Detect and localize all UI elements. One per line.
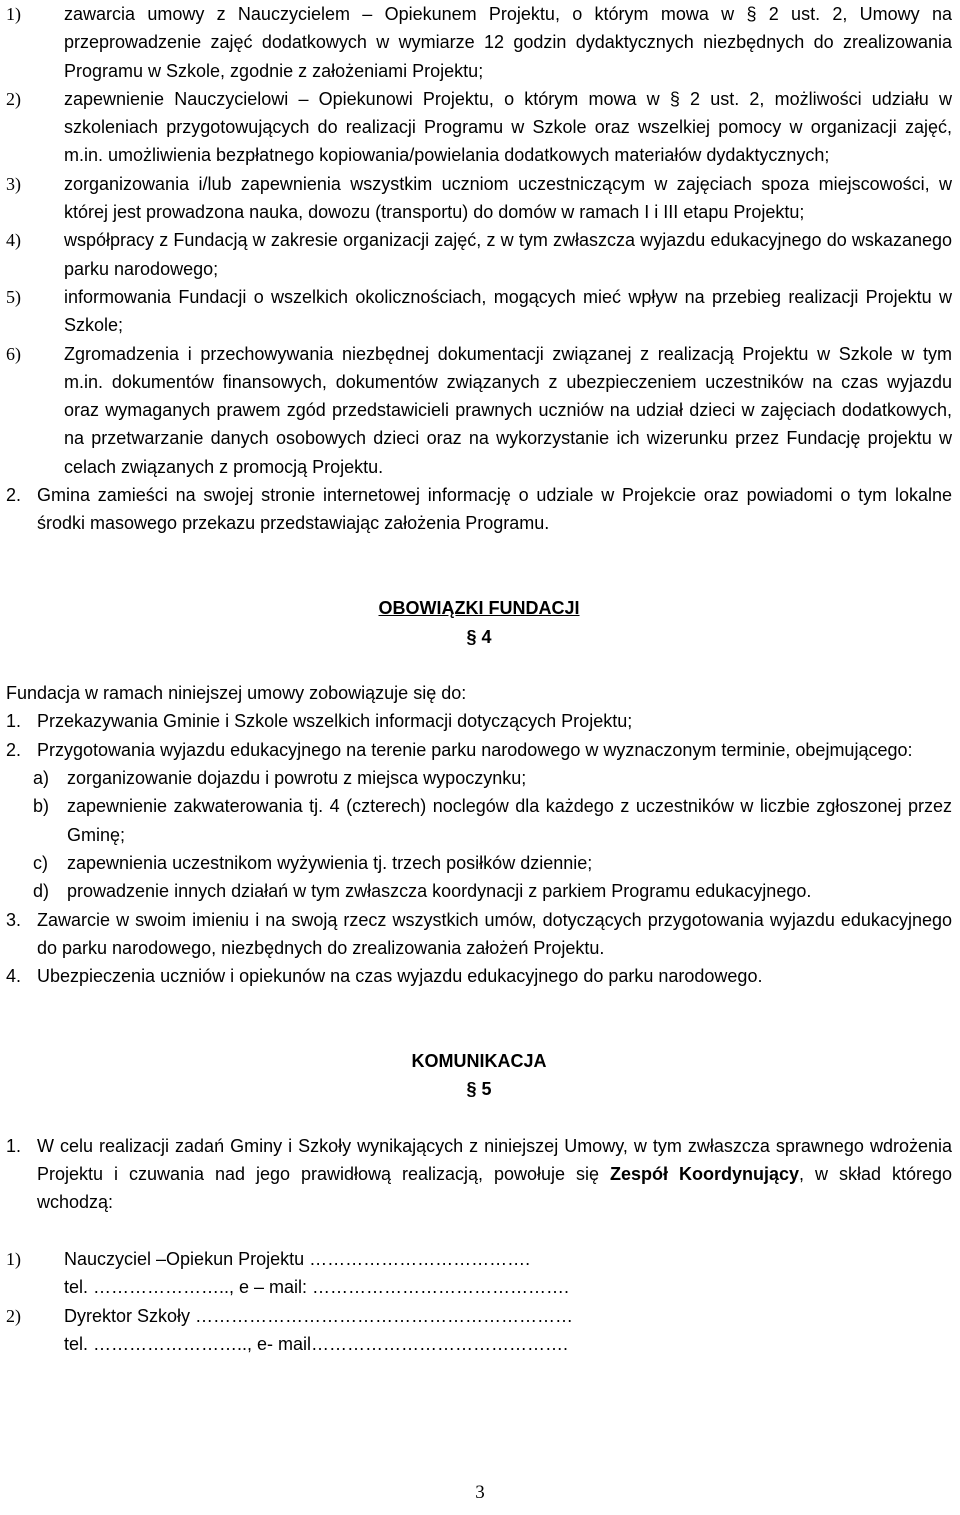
list-item	[6, 1132, 952, 1217]
list-number: 2.	[6, 739, 22, 760]
spacer	[6, 538, 952, 595]
list-item-text: zapewnienie zakwaterowania tj. 4 (czterech) noclegów dla każdego z uczestników w liczbie zgłoszonej przez Gminę;	[67, 796, 952, 845]
spacer	[6, 1104, 952, 1132]
list-item-text: prowadzenie innych działań w tym zwłaszcza koordynacji z parkiem Programu edukacyjnego.	[67, 881, 812, 902]
list-item-text: współpracy z Fundacją w zakresie organizacji zajęć, z w tym zwłaszcza wyjazdu edukacyjnego do wskazanego parku narodowego;	[64, 230, 952, 279]
sub-list-item	[6, 849, 952, 877]
list-letter: a)	[33, 768, 50, 789]
spacer	[6, 651, 952, 679]
team-member	[6, 1245, 952, 1302]
list-item	[6, 0, 952, 85]
spacer	[6, 990, 952, 1047]
list-item	[6, 481, 952, 538]
member-line: Nauczyciel –Opiekun Projektu ……………………………….	[64, 1249, 531, 1270]
list-number: 1)	[6, 4, 21, 24]
list-number: 4.	[6, 966, 22, 987]
list-item-text: Zawarcie w swoim imieniu i na swoją rzecz wszystkich umów, dotyczących przygotowania wyjazdu edukacyjnego do parku narodowego, niezbędnych do zrealizowania założeń Projektu.	[37, 909, 952, 958]
list-number: 1)	[6, 1249, 21, 1270]
list-letter: b)	[33, 796, 50, 817]
team-member	[6, 1302, 952, 1359]
list-item-text: zapewnienia uczestnikom wyżywienia tj. trzech posiłków dziennie;	[67, 852, 593, 873]
sub-list-item	[6, 877, 952, 905]
list-item	[6, 962, 952, 990]
list-item-text: Przygotowania wyjazdu edukacyjnego na terenie parku narodowego w wyznaczonym terminie, obejmującego:	[37, 739, 913, 760]
list-number: 5)	[6, 286, 21, 307]
section-title: OBOWIĄZKI FUNDACJI	[378, 598, 580, 619]
list-letter: c)	[33, 852, 48, 873]
document-page	[6, 0, 952, 1358]
list-number: 3)	[6, 173, 21, 194]
section-paragraph-number: § 4	[466, 626, 492, 647]
section-title: KOMUNIKACJA	[411, 1050, 547, 1071]
list-number: 2.	[6, 485, 22, 506]
list-item	[6, 340, 952, 481]
list-item-text: W celu realizacji zadań Gminy i Szkoły wynikających z niniejszej Umowy, w tym zwłaszcza sprawnego wdrożenia Projektu i czuwania nad jego prawidłową realizacją, powołuje się	[37, 1135, 952, 1185]
member-line: Dyrektor Szkoły ………………………………………………………	[64, 1305, 574, 1326]
member-contact-line: tel. …………………….., e- mail…………………………………….	[64, 1333, 569, 1354]
list-number: 1.	[6, 1135, 22, 1156]
list-item-text: Przekazywania Gminie i Szkole wszelkich informacji dotyczących Projektu;	[37, 711, 633, 732]
list-item	[6, 736, 952, 764]
list-item	[6, 170, 952, 227]
list-item-text-tail: , w skład którego wchodzą:	[37, 1164, 952, 1213]
list-number: 4)	[6, 230, 21, 251]
list-letter: d)	[33, 881, 50, 902]
section-intro: Fundacja w ramach niniejszej umowy zobowiązuje się do:	[6, 683, 467, 704]
member-contact-line: tel. ………………….., e – mail: …………………………………….	[64, 1277, 570, 1298]
list-item-text: zawarcia umowy z Nauczycielem – Opiekunem Projektu, o którym mowa w § 2 ust. 2, Umowy na przeprowadzenie zajęć dodatkowych w wymiarze 12 godzin dydaktycznych niezbędnych do zrealizowania Programu w Szkole, zgodnie z założeniami Projektu;	[64, 4, 952, 81]
list-number: 3.	[6, 909, 22, 930]
list-number: 2)	[6, 1305, 21, 1326]
team-name: Zespół Koordynujący	[610, 1164, 800, 1185]
list-item	[6, 226, 952, 283]
list-item-text: zorganizowania i/lub zapewnienia wszystkim uczniom uczestniczącym w zajęciach spoza miejscowości, w której jest prowadzona nauka, dowozu (transportu) do domów w ramach I i III etapu Projektu;	[64, 173, 952, 223]
page-number: 3	[475, 1482, 485, 1503]
sub-list-item	[6, 764, 952, 792]
list-number: 1.	[6, 711, 22, 732]
list-item	[6, 85, 952, 170]
section-paragraph-number: § 5	[466, 1079, 492, 1100]
list-item-text: zapewnienie Nauczycielowi – Opiekunowi Projektu, o którym mowa w § 2 ust. 2, możliwości udziału w szkoleniach przygotowujących do realizacji Programu w Szkole oraz wszelkiej pomocy w organizacji zajęć, m.in. umożliwienia bezpłatnego kopiowania/powielania dodatkowych materiałów dydaktycznych;	[64, 88, 952, 166]
list-item-text: zorganizowanie dojazdu i powrotu z miejsca wypoczynku;	[67, 768, 527, 789]
list-number: 2)	[6, 88, 21, 109]
list-item-text: Zgromadzenia i przechowywania niezbędnej dokumentacji związanej z realizacją Projektu w Szkole w tym m.in. dokumentów finansowych, dokumentów związanych z ubezpieczeniem uczestników na czas wyjazdu oraz wymaganych prawem zgód przedstawicieli prawnych uczniów na udział dzieci w zajęciach dodatkowych, na przetwarzanie danych osobowych dzieci oraz na wykorzystanie ich wizerunku przez Fundację projektu w celach związanych z promocją Projektu.	[64, 343, 952, 477]
spacer	[6, 1217, 952, 1245]
list-item-text: Gmina zamieści na swojej stronie internetowej informację o udziale w Projekcie oraz powiadomi o tym lokalne środki masowego przekazu przedstawiając założenia Programu.	[37, 485, 952, 534]
list-item-text: Ubezpieczenia uczniów i opiekunów na czas wyjazdu edukacyjnego do parku narodowego.	[37, 966, 763, 987]
list-item	[6, 283, 952, 340]
sub-list-item	[6, 792, 952, 849]
list-item	[6, 906, 952, 963]
list-number: 6)	[6, 343, 21, 364]
list-item	[6, 707, 952, 735]
list-item-text: informowania Fundacji o wszelkich okolicznościach, mogących mieć wpływ na przebieg realizacji Projektu w Szkole;	[64, 286, 952, 336]
